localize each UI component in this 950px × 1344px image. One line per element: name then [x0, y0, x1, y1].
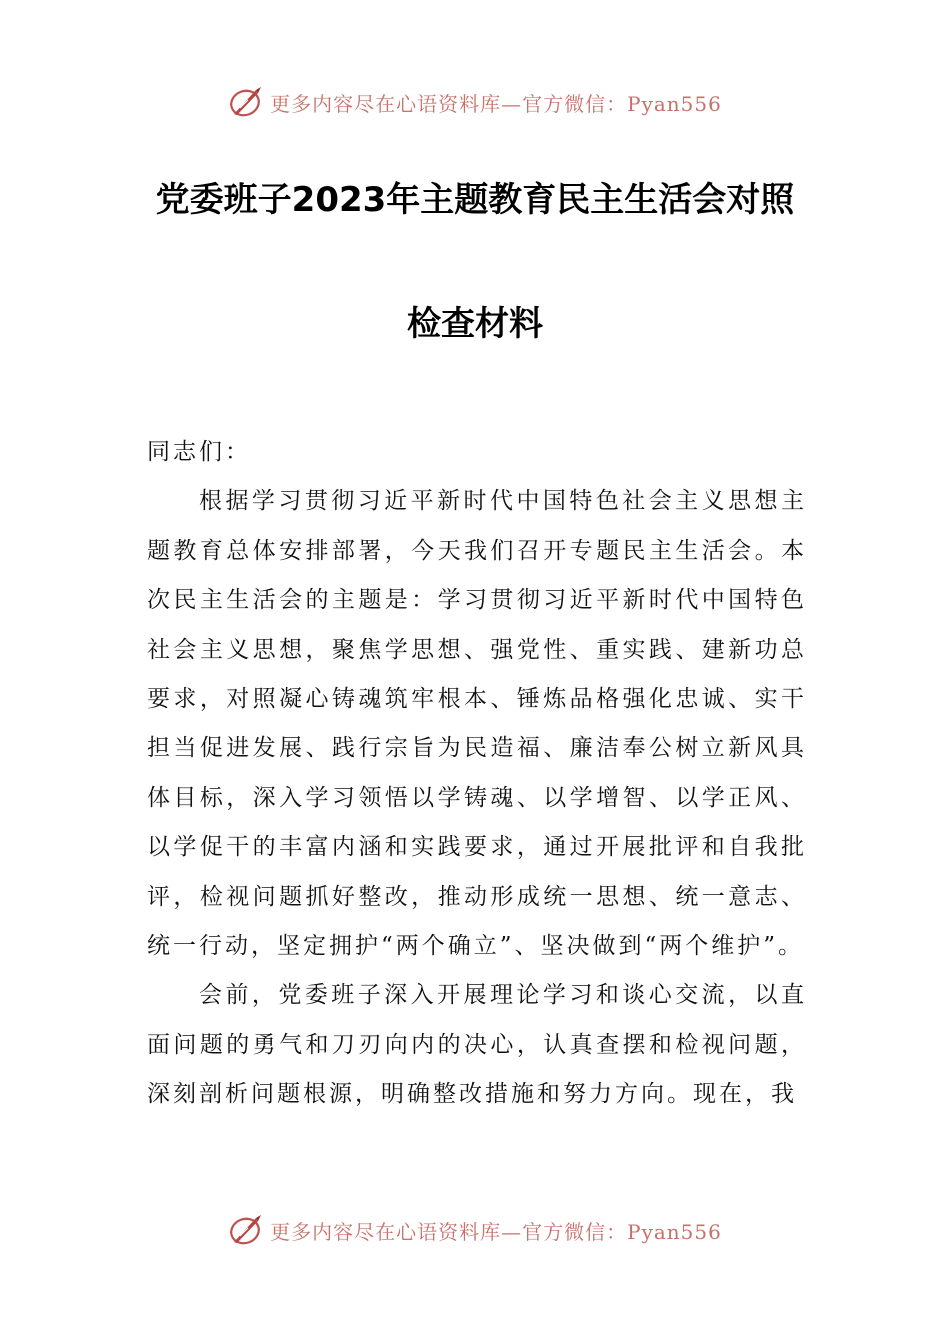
- quill-pen-logo-icon: [228, 1212, 264, 1248]
- quill-pen-logo-icon: [228, 84, 264, 120]
- paragraph: 会前，党委班子深入开展理论学习和谈心交流，以直面问题的勇气和刀刃向内的决心，认真查摆和检视问题，深刻剖析问题根源，明确整改措施和努力方向。现在，我: [147, 982, 807, 1108]
- document-body: [147, 428, 807, 1120]
- watermark-text: 更多内容尽在心语资料库—官方微信：Pyan556: [270, 91, 722, 116]
- footer-watermark-banner: [0, 1210, 950, 1250]
- document-title-line-2: 检查材料: [407, 304, 543, 344]
- watermark-text: 更多内容尽在心语资料库—官方微信：Pyan556: [270, 1219, 722, 1244]
- paragraph: 根据学习贯彻习近平新时代中国特色社会主义思想主题教育总体安排部署，今天我们召开专题民主生活会。本次民主生活会的主题是：学习贯彻习近平新时代中国特色社会主义思想，聚焦学思想、强党性、重实践、建新功总要求，对照凝心铸魂筑牢根本、锤炼品格强化忠诚、实干担当促进发展、践行宗旨为民造福、廉洁奉公树立新风具体目标，深入学习领悟以学铸魂、以学增智、以学正风、以学促干的丰富内涵和实践要求，通过开展批评和自我批评，检视问题抓好整改，推动形成统一思想、统一意志、统一行动，坚定拥护“两个确立”、坚决做到“两个维护”。: [147, 488, 807, 960]
- header-watermark-banner: [0, 82, 950, 122]
- document-title-line-1: 党委班子2023年主题教育民主生活会对照: [155, 180, 795, 220]
- salutation: 同志们：: [147, 439, 251, 465]
